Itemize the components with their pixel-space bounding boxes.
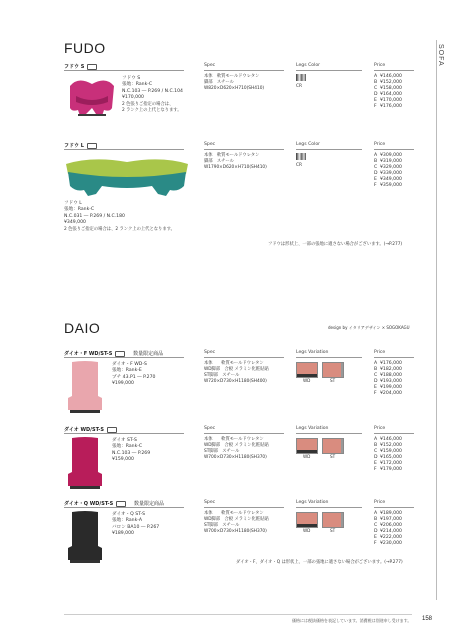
price-value: ¥159,000: [380, 449, 402, 454]
fudo-l-name: フドウ L: [64, 142, 97, 149]
fudo-s-image: [64, 74, 120, 122]
spec-rule: [204, 433, 284, 434]
price-rank: F: [374, 541, 377, 546]
price-row: [374, 183, 402, 189]
price-value: ¥172,000: [380, 461, 402, 466]
spec-header: Spec: [204, 350, 216, 355]
legs-variation-st: [322, 438, 344, 454]
price-row: [374, 391, 402, 397]
price-row: [374, 104, 402, 110]
price-rank: D: [374, 455, 378, 460]
designer-credit: design by イタリアデザイン × SOGOKAGU: [328, 325, 410, 330]
price-rank: A: [374, 511, 378, 516]
page-number: 158: [422, 616, 433, 622]
price-rank: F: [374, 104, 377, 109]
legs-rule: [296, 149, 362, 150]
price-value: ¥176,000: [380, 361, 402, 366]
price-value: ¥199,000: [380, 385, 402, 390]
daio-item-desc: ダイオ・F WD-S 張地：Rank-E プチ 43.P1 ― P.270 ¥199,000: [112, 362, 156, 387]
daio-item-rule: [64, 357, 184, 358]
daio-item-desc: ダイオ ST-S 張地：Rank-C N.C.103 ― P.269 ¥159,000: [112, 438, 151, 463]
price-rank: E: [374, 461, 377, 466]
daio-item-image: [62, 436, 108, 498]
price-value: ¥206,000: [380, 523, 402, 528]
daio-item-prices: [374, 361, 402, 397]
limited-badge: 数量限定商品: [133, 501, 164, 507]
spec-header: Spec: [204, 500, 216, 505]
price-value: ¥222,000: [380, 535, 402, 540]
price-rank: A: [374, 437, 378, 442]
legs-variation-rule: [296, 357, 362, 358]
daio-item-name: ダイオ・Q WD/ST-S 数量限定商品: [64, 501, 164, 507]
spec-header: Spec: [204, 63, 216, 68]
price-rank: A: [374, 153, 378, 158]
price-rank: E: [374, 98, 377, 103]
legs-variation-wd: [296, 512, 318, 528]
limited-badge: 数量限定商品: [133, 351, 164, 357]
price-value: ¥349,000: [380, 177, 402, 182]
spec-rule: [204, 507, 284, 508]
price-rank: C: [374, 86, 378, 91]
legs-rule: [296, 70, 362, 71]
chair-icon: [116, 501, 126, 507]
price-rule: [374, 357, 414, 358]
legs-color-swatch: [296, 153, 306, 160]
price-rank: B: [374, 517, 378, 522]
price-rule: [374, 507, 414, 508]
fudo-note: フドウは形状上、一部の張地に適さない場合がございます。(→P.277): [268, 242, 403, 247]
variation-label-st: ST: [330, 378, 336, 383]
daio-title: DAIO: [64, 320, 101, 336]
fudo-s-name: フドウ S: [64, 63, 97, 70]
footer-note: 価格には税抜価格を表記しています。消費税は別途申し受けます。: [292, 618, 412, 623]
price-rule: [374, 70, 414, 71]
sofa-icon: [87, 64, 97, 70]
daio-item-rule: [64, 507, 184, 508]
price-rank: D: [374, 171, 378, 176]
fudo-l-prices: [374, 153, 402, 189]
spec-header: Spec: [204, 426, 216, 431]
price-value: ¥230,000: [380, 541, 402, 546]
price-rank: D: [374, 379, 378, 384]
price-value: ¥152,000: [380, 443, 402, 448]
price-value: ¥152,000: [380, 80, 402, 85]
daio-item-name: ダイオ WD/ST-S: [64, 426, 123, 433]
price-rule: [374, 433, 414, 434]
price-rank: C: [374, 373, 378, 378]
legs-variation-st: [322, 512, 344, 528]
price-value: ¥197,000: [380, 517, 402, 522]
price-rank: E: [374, 177, 377, 182]
price-rank: B: [374, 159, 378, 164]
legs-variation-wd: [296, 362, 318, 378]
price-value: ¥193,000: [380, 379, 402, 384]
price-value: ¥164,000: [380, 92, 402, 97]
legs-header: Legs Color: [296, 63, 321, 68]
price-value: ¥189,000: [380, 511, 402, 516]
legs-variation-rule: [296, 433, 362, 434]
daio-item-spec: 本体 軟質モールドウレタン WD脚部 合板 メラミン化粧貼貼 ST脚部 スチール W720×D730×H1180(SH400): [204, 361, 269, 384]
legs-color-label: CR: [296, 84, 302, 89]
price-rank: E: [374, 535, 377, 540]
price-rank: B: [374, 443, 378, 448]
price-value: ¥188,000: [380, 373, 402, 378]
legs-variation-wd: [296, 438, 318, 454]
sofa-icon: [87, 143, 97, 149]
price-value: ¥214,000: [380, 529, 402, 534]
chair-icon: [115, 351, 125, 357]
daio-item-image: [62, 510, 108, 572]
spec-rule: [204, 149, 284, 150]
legs-variation-header: Legs Variation: [296, 500, 329, 505]
price-rank: F: [374, 467, 377, 472]
daio-item-spec: 本体 軟質モールドウレタン WD脚部 合板 メラミン化粧貼貼 ST脚部 スチール W700×D730×H1180(SH370): [204, 511, 269, 534]
legs-color-swatch: [296, 74, 306, 81]
price-value: ¥359,000: [380, 183, 402, 188]
chair-icon: [107, 427, 117, 433]
price-row: [374, 541, 402, 547]
footer-rule: [64, 614, 412, 615]
price-header: Price: [374, 142, 386, 147]
price-rule: [374, 149, 414, 150]
price-value: ¥158,000: [380, 86, 402, 91]
price-rank: B: [374, 80, 378, 85]
price-value: ¥170,000: [380, 98, 402, 103]
fudo-l-rule: [64, 149, 184, 150]
price-rank: A: [374, 361, 378, 366]
spec-rule: [204, 70, 284, 71]
legs-variation-header: Legs Variation: [296, 426, 329, 431]
price-rank: C: [374, 449, 378, 454]
fudo-title: FUDO: [64, 40, 106, 56]
fudo-l-spec: 本体 軟質モールドウレタン 脚部 スチール W1790×D620×H710(SH410): [204, 153, 267, 170]
price-rank: E: [374, 385, 377, 390]
daio-item-spec: 本体 軟質モールドウレタン WD脚部 合板 メラミン化粧貼貼 ST脚部 スチール W700×D730×H1180(SH370): [204, 437, 269, 460]
variation-label-wd: WD: [303, 454, 311, 459]
price-header: Price: [374, 63, 386, 68]
daio-item-desc: ダイオ・Q ST-S 張地：Rank-A バロン BA10 ― P.267 ¥189,000: [112, 512, 160, 537]
price-value: ¥204,000: [380, 391, 402, 396]
fudo-s-desc: フドウ S 張地：Rank-C N.C.103 ― P.269 / N.C.104 ¥170,000 2 色張りご指定の場合は、 2 ランク上の上代となります。: [122, 76, 183, 113]
daio-item-image: [62, 360, 108, 422]
daio-item-prices: [374, 511, 402, 547]
price-value: ¥176,000: [380, 104, 402, 109]
price-value: ¥309,000: [380, 153, 402, 158]
daio-item-name: ダイオ・F WD/ST-S 数量限定商品: [64, 351, 164, 357]
fudo-l-image: [62, 152, 192, 198]
price-header: Price: [374, 350, 386, 355]
price-value: ¥182,000: [380, 367, 402, 372]
price-row: [374, 467, 402, 473]
daio-note: ダイオ・F、ダイオ・Q は形状上、一部の張地に適さない場合がございます。(→P.277): [236, 560, 403, 565]
price-rank: D: [374, 529, 378, 534]
price-value: ¥146,000: [380, 437, 402, 442]
price-rank: D: [374, 92, 378, 97]
price-value: ¥165,000: [380, 455, 402, 460]
fudo-s-prices: [374, 74, 402, 110]
fudo-l-desc: フドウ L 張地：Rank-C N.C.031 ― P.269 / N.C.180 ¥349,000 2 色張りご指定の場合は、2 ランク上の上代となります。: [64, 201, 175, 232]
side-rule: [436, 40, 437, 600]
price-value: ¥339,000: [380, 171, 402, 176]
fudo-s-spec: 本体 軟質モールドウレタン 脚部 スチール W820×D620×H710(SH410): [204, 74, 265, 91]
price-value: ¥179,000: [380, 467, 402, 472]
price-rank: B: [374, 367, 378, 372]
legs-variation-rule: [296, 507, 362, 508]
price-header: Price: [374, 426, 386, 431]
price-value: ¥146,000: [380, 74, 402, 79]
variation-label-wd: WD: [303, 378, 311, 383]
price-value: ¥329,000: [380, 165, 402, 170]
legs-variation-header: Legs Variation: [296, 350, 329, 355]
legs-header: Legs Color: [296, 142, 321, 147]
fudo-s-rule: [64, 70, 184, 71]
variation-label-st: ST: [330, 454, 336, 459]
price-rank: C: [374, 523, 378, 528]
spec-rule: [204, 357, 284, 358]
legs-color-label: CR: [296, 163, 302, 168]
price-rank: F: [374, 391, 377, 396]
variation-label-st: ST: [330, 528, 336, 533]
price-header: Price: [374, 500, 386, 505]
variation-label-wd: WD: [303, 528, 311, 533]
legs-variation-st: [322, 362, 344, 378]
price-rank: F: [374, 183, 377, 188]
price-rank: C: [374, 165, 378, 170]
category-label: SOFA: [437, 44, 444, 67]
daio-item-prices: [374, 437, 402, 473]
spec-header: Spec: [204, 142, 216, 147]
price-rank: A: [374, 74, 378, 79]
daio-item-rule: [64, 433, 184, 434]
price-value: ¥319,000: [380, 159, 402, 164]
